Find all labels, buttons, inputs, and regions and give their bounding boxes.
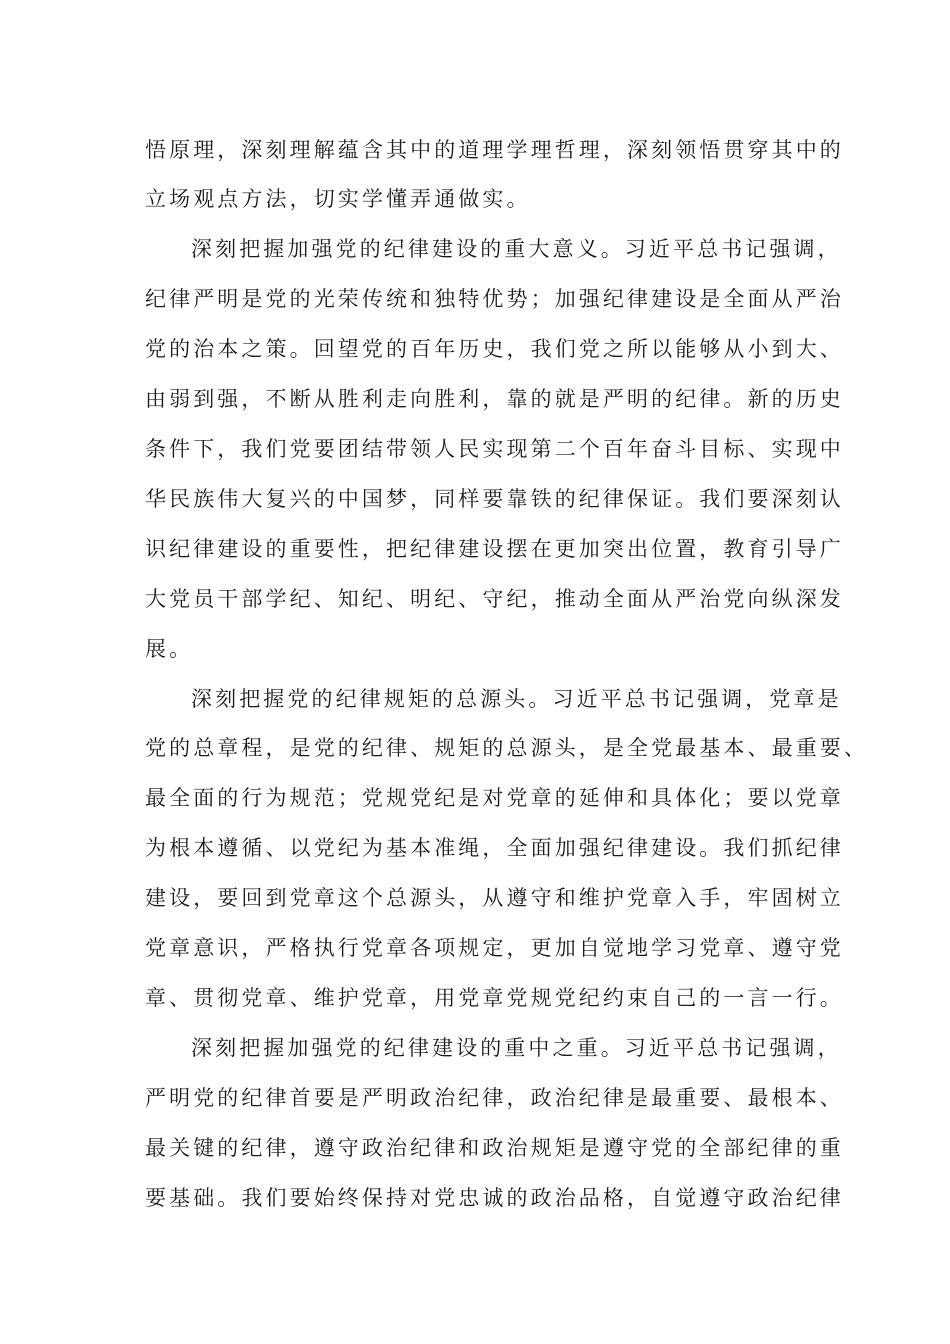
text-line: 党的总章程，是党的纪律、规矩的总源头，是全党最基本、最重要、: [145, 736, 868, 760]
text-line: 纪律严明是党的光荣传统和独特优势；加强纪律建设是全面从严治: [145, 287, 844, 311]
text-line: 展。: [145, 637, 194, 661]
paragraph-start-line: 深刻把握加强党的纪律建设的重中之重。习近平总书记强调，: [191, 1036, 842, 1060]
text-line: 由弱到强，不断从胜利走向胜利，靠的就是严明的纪律。新的历史: [145, 387, 844, 411]
text-line: 最全面的行为规范；党规党纪是对党章的延伸和具体化；要以党章: [145, 786, 844, 810]
text-line: 大党员干部学纪、知纪、明纪、守纪，推动全面从严治党向纵深发: [145, 587, 844, 611]
paragraph-start-line: 深刻把握加强党的纪律建设的重大意义。习近平总书记强调，: [191, 237, 842, 261]
text-line: 识纪律建设的重要性，把纪律建设摆在更加突出位置，教育引导广: [145, 537, 844, 561]
text-line: 要基础。我们要始终保持对党忠诚的政治品格，自觉遵守政治纪律: [145, 1186, 844, 1210]
paragraph-start-line: 深刻把握党的纪律规矩的总源头。习近平总书记强调，党章是: [191, 687, 842, 711]
text-line: 建设，要回到党章这个总源头，从遵守和维护党章入手，牢固树立: [145, 886, 844, 910]
text-line: 悟原理，深刻理解蕴含其中的道理学理哲理，深刻领悟贯穿其中的: [145, 138, 844, 162]
text-line: 立场观点方法，切实学懂弄通做实。: [145, 187, 531, 211]
text-line: 条件下，我们党要团结带领人民实现第二个百年奋斗目标、实现中: [145, 437, 844, 461]
text-line: 最关键的纪律，遵守政治纪律和政治规矩是遵守党的全部纪律的重: [145, 1136, 844, 1160]
text-line: 华民族伟大复兴的中国梦，同样要靠铁的纪律保证。我们要深刻认: [145, 487, 844, 511]
text-line: 党章意识，严格执行党章各项规定，更加自觉地学习党章、遵守党: [145, 936, 844, 960]
text-line: 严明党的纪律首要是严明政治纪律，政治纪律是最重要、最根本、: [145, 1086, 844, 1110]
text-line: 章、贯彻党章、维护党章，用党章党规党纪约束自己的一言一行。: [145, 986, 844, 1010]
text-line: 为根本遵循、以党纪为基本准绳，全面加强纪律建设。我们抓纪律: [145, 836, 844, 860]
text-line: 党的治本之策。回望党的百年历史，我们党之所以能够从小到大、: [145, 337, 844, 361]
